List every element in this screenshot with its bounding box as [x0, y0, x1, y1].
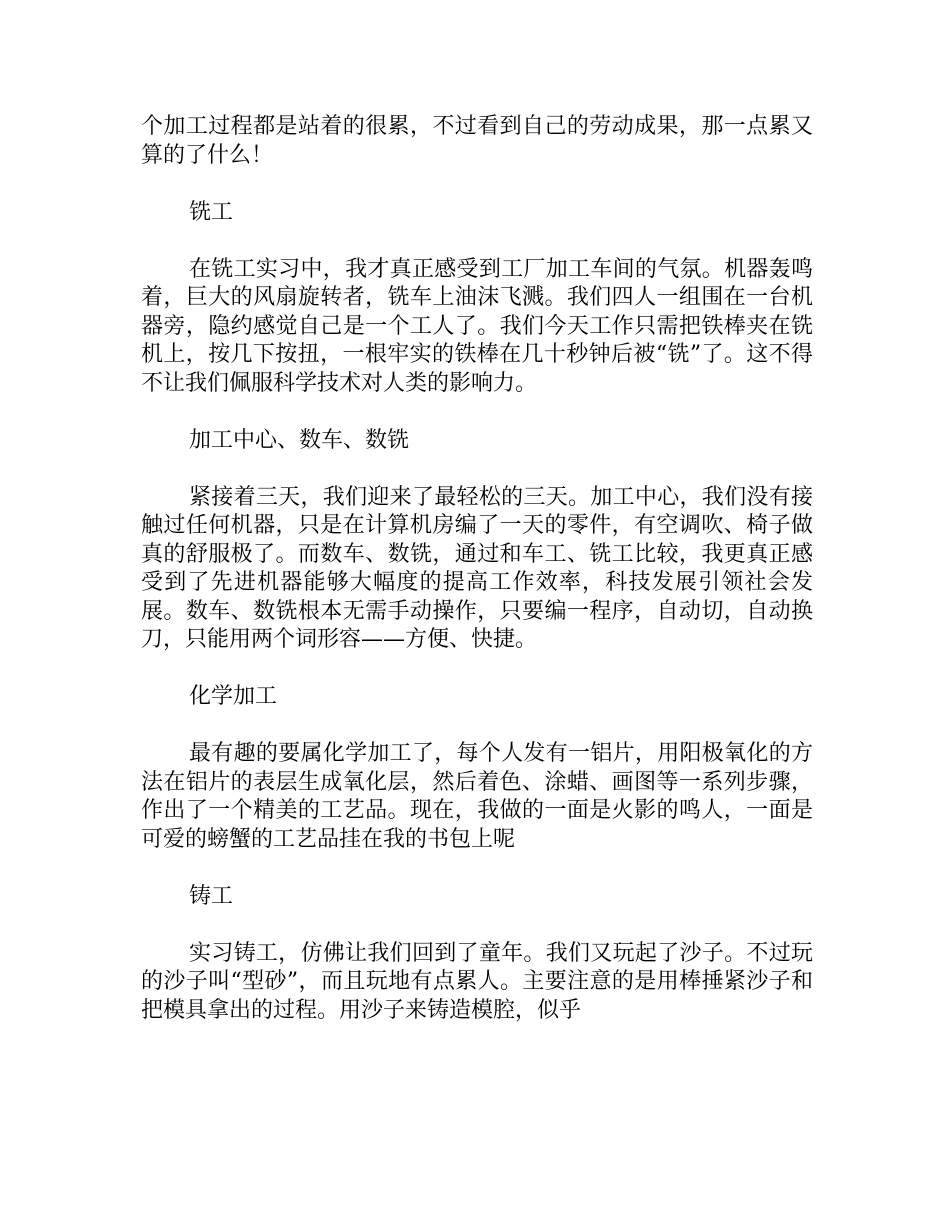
paragraph-cnc: 紧接着三天，我们迎来了最轻松的三天。加工中心，我们没有接触过任何机器，只是在计算机房编了一天的零件，有空调吹、椅子做真的舒服极了。而数车、数铣，通过和车工、铣工比较，我更真正感受到了先进机器能够大幅度的提高工作效率，科技发展引领社会发展。数车、数铣根本无需手动操作，只要编一程序，自动切，自动换刀，只能用两个词形容——方便、快捷。 — [141, 484, 813, 652]
section-heading-cnc: 加工中心、数车、数铣 — [189, 427, 410, 453]
document-body — [141, 113, 813, 1025]
section-heading-casting: 铸工 — [189, 883, 234, 909]
paragraph-milling: 在铣工实习中，我才真正感受到工厂加工车间的气氛。机器轰鸣着，巨大的风扇旋转者，铣车上油沫飞溅。我们四人一组围在一台机器旁，隐约感觉自己是一个工人了。我们今天工作只需把铁棒夹在铣机上，按几下按扭，一根牢实的铁棒在几十秒钟后被“铣”了。这不得不让我们佩服科学技术对人类的影响力。 — [141, 256, 813, 396]
paragraph-chemical: 最有趣的要属化学加工了，每个人发有一铝片，用阳极氧化的方法在铝片的表层生成氧化层，然后着色、涂蜡、画图等一系列步骤，作出了一个精美的工艺品。现在，我做的一面是火影的鸣人，一面是可爱的螃蟹的工艺品挂在我的书包上呢 — [141, 741, 813, 852]
section-heading-chemical: 化学加工 — [189, 684, 278, 709]
paragraph-casting: 实习铸工，仿佛让我们回到了童年。我们又玩起了沙子。不过玩的沙子叫“型砂”，而且玩地有点累人。主要注意的是用棒捶紧沙子和把模具拿出的过程。用沙子来铸造模腔，似乎 — [141, 940, 813, 1023]
section-heading-milling: 铣工 — [189, 199, 234, 225]
paragraph-continuation: 个加工过程都是站着的很累，不过看到自己的劳动成果，那一点累又算的了什么！ — [141, 114, 813, 168]
